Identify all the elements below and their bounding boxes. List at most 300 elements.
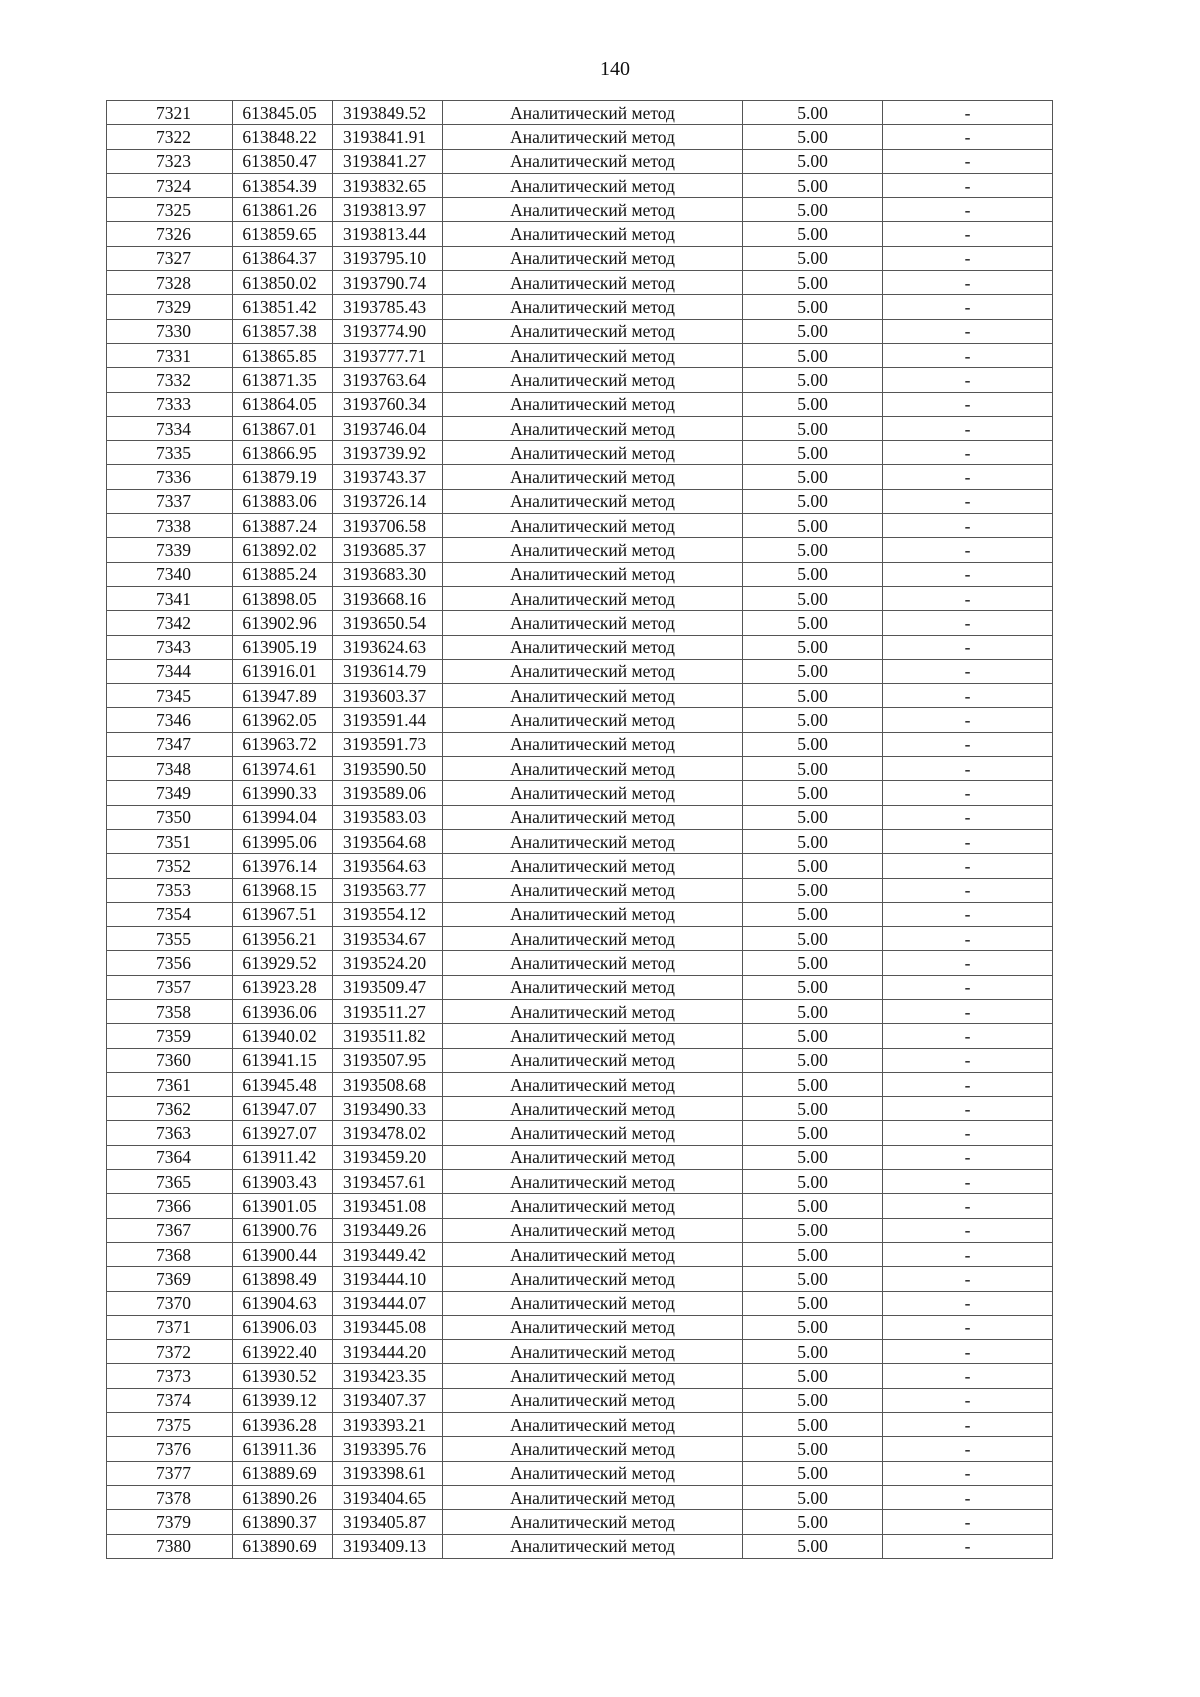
table-row — [107, 878, 1053, 902]
note-cell: - — [883, 1097, 1053, 1121]
method-cell: Аналитический метод — [443, 878, 743, 902]
table-row — [107, 222, 1053, 246]
method-cell: Аналитический метод — [443, 708, 743, 732]
method-cell: Аналитический метод — [443, 732, 743, 756]
point-number-cell: 7338 — [107, 514, 233, 538]
note-cell: - — [883, 198, 1053, 222]
table-row — [107, 1510, 1053, 1534]
accuracy-cell: 5.00 — [743, 1194, 883, 1218]
table-row — [107, 149, 1053, 173]
note-cell: - — [883, 1170, 1053, 1194]
note-cell: - — [883, 441, 1053, 465]
y-coordinate-cell: 3193564.63 — [333, 854, 443, 878]
accuracy-cell: 5.00 — [743, 465, 883, 489]
accuracy-cell: 5.00 — [743, 538, 883, 562]
point-number-cell: 7353 — [107, 878, 233, 902]
table-row — [107, 1267, 1053, 1291]
y-coordinate-cell: 3193795.10 — [333, 246, 443, 270]
point-number-cell: 7360 — [107, 1048, 233, 1072]
table-row — [107, 586, 1053, 610]
note-cell: - — [883, 222, 1053, 246]
method-cell: Аналитический метод — [443, 368, 743, 392]
note-cell: - — [883, 975, 1053, 999]
y-coordinate-cell: 3193668.16 — [333, 586, 443, 610]
table-row — [107, 1097, 1053, 1121]
method-cell: Аналитический метод — [443, 465, 743, 489]
y-coordinate-cell: 3193444.10 — [333, 1267, 443, 1291]
accuracy-cell: 5.00 — [743, 392, 883, 416]
x-coordinate-cell: 613916.01 — [233, 659, 333, 683]
point-number-cell: 7339 — [107, 538, 233, 562]
y-coordinate-cell: 3193490.33 — [333, 1097, 443, 1121]
y-coordinate-cell: 3193590.50 — [333, 757, 443, 781]
note-cell: - — [883, 635, 1053, 659]
point-number-cell: 7368 — [107, 1242, 233, 1266]
point-number-cell: 7325 — [107, 198, 233, 222]
method-cell: Аналитический метод — [443, 1121, 743, 1145]
accuracy-cell: 5.00 — [743, 441, 883, 465]
method-cell: Аналитический метод — [443, 319, 743, 343]
method-cell: Аналитический метод — [443, 441, 743, 465]
point-number-cell: 7378 — [107, 1485, 233, 1509]
y-coordinate-cell: 3193706.58 — [333, 514, 443, 538]
point-number-cell: 7358 — [107, 999, 233, 1023]
y-coordinate-cell: 3193790.74 — [333, 271, 443, 295]
table-row — [107, 295, 1053, 319]
method-cell: Аналитический метод — [443, 562, 743, 586]
method-cell: Аналитический метод — [443, 757, 743, 781]
point-number-cell: 7322 — [107, 125, 233, 149]
y-coordinate-cell: 3193563.77 — [333, 878, 443, 902]
x-coordinate-cell: 613994.04 — [233, 805, 333, 829]
table-row — [107, 319, 1053, 343]
x-coordinate-cell: 613911.36 — [233, 1437, 333, 1461]
y-coordinate-cell: 3193832.65 — [333, 173, 443, 197]
method-cell: Аналитический метод — [443, 659, 743, 683]
method-cell: Аналитический метод — [443, 1218, 743, 1242]
table-row — [107, 951, 1053, 975]
y-coordinate-cell: 3193683.30 — [333, 562, 443, 586]
table-row — [107, 684, 1053, 708]
point-number-cell: 7374 — [107, 1388, 233, 1412]
x-coordinate-cell: 613963.72 — [233, 732, 333, 756]
point-number-cell: 7340 — [107, 562, 233, 586]
note-cell: - — [883, 1461, 1053, 1485]
accuracy-cell: 5.00 — [743, 1437, 883, 1461]
x-coordinate-cell: 613871.35 — [233, 368, 333, 392]
accuracy-cell: 5.00 — [743, 732, 883, 756]
x-coordinate-cell: 613939.12 — [233, 1388, 333, 1412]
accuracy-cell: 5.00 — [743, 902, 883, 926]
y-coordinate-cell: 3193444.20 — [333, 1340, 443, 1364]
table-row — [107, 562, 1053, 586]
table-row — [107, 927, 1053, 951]
accuracy-cell: 5.00 — [743, 611, 883, 635]
note-cell: - — [883, 902, 1053, 926]
table-row — [107, 708, 1053, 732]
point-number-cell: 7337 — [107, 489, 233, 513]
method-cell: Аналитический метод — [443, 927, 743, 951]
x-coordinate-cell: 613865.85 — [233, 343, 333, 367]
x-coordinate-cell: 613857.38 — [233, 319, 333, 343]
method-cell: Аналитический метод — [443, 149, 743, 173]
table-row — [107, 659, 1053, 683]
method-cell: Аналитический метод — [443, 1170, 743, 1194]
table-row — [107, 173, 1053, 197]
note-cell: - — [883, 1267, 1053, 1291]
method-cell: Аналитический метод — [443, 1461, 743, 1485]
x-coordinate-cell: 613900.44 — [233, 1242, 333, 1266]
accuracy-cell: 5.00 — [743, 951, 883, 975]
method-cell: Аналитический метод — [443, 1364, 743, 1388]
x-coordinate-cell: 613850.47 — [233, 149, 333, 173]
accuracy-cell: 5.00 — [743, 319, 883, 343]
method-cell: Аналитический метод — [443, 951, 743, 975]
method-cell: Аналитический метод — [443, 829, 743, 853]
y-coordinate-cell: 3193445.08 — [333, 1315, 443, 1339]
point-number-cell: 7367 — [107, 1218, 233, 1242]
x-coordinate-cell: 613879.19 — [233, 465, 333, 489]
method-cell: Аналитический метод — [443, 271, 743, 295]
x-coordinate-cell: 613927.07 — [233, 1121, 333, 1145]
accuracy-cell: 5.00 — [743, 514, 883, 538]
y-coordinate-cell: 3193614.79 — [333, 659, 443, 683]
method-cell: Аналитический метод — [443, 222, 743, 246]
point-number-cell: 7359 — [107, 1024, 233, 1048]
table-row — [107, 1388, 1053, 1412]
x-coordinate-cell: 613929.52 — [233, 951, 333, 975]
method-cell: Аналитический метод — [443, 999, 743, 1023]
method-cell: Аналитический метод — [443, 1340, 743, 1364]
method-cell: Аналитический метод — [443, 514, 743, 538]
method-cell: Аналитический метод — [443, 295, 743, 319]
point-number-cell: 7334 — [107, 416, 233, 440]
point-number-cell: 7371 — [107, 1315, 233, 1339]
note-cell: - — [883, 343, 1053, 367]
note-cell: - — [883, 1242, 1053, 1266]
table-row — [107, 1242, 1053, 1266]
point-number-cell: 7346 — [107, 708, 233, 732]
y-coordinate-cell: 3193603.37 — [333, 684, 443, 708]
point-number-cell: 7341 — [107, 586, 233, 610]
point-number-cell: 7330 — [107, 319, 233, 343]
y-coordinate-cell: 3193624.63 — [333, 635, 443, 659]
x-coordinate-cell: 613850.02 — [233, 271, 333, 295]
method-cell: Аналитический метод — [443, 586, 743, 610]
accuracy-cell: 5.00 — [743, 1145, 883, 1169]
table-row — [107, 757, 1053, 781]
accuracy-cell: 5.00 — [743, 1388, 883, 1412]
table-row — [107, 1485, 1053, 1509]
note-cell: - — [883, 732, 1053, 756]
table-row — [107, 1218, 1053, 1242]
y-coordinate-cell: 3193726.14 — [333, 489, 443, 513]
note-cell: - — [883, 562, 1053, 586]
accuracy-cell: 5.00 — [743, 1242, 883, 1266]
table-row — [107, 271, 1053, 295]
x-coordinate-cell: 613947.07 — [233, 1097, 333, 1121]
method-cell: Аналитический метод — [443, 805, 743, 829]
note-cell: - — [883, 999, 1053, 1023]
note-cell: - — [883, 1364, 1053, 1388]
table-row — [107, 902, 1053, 926]
x-coordinate-cell: 613956.21 — [233, 927, 333, 951]
y-coordinate-cell: 3193591.73 — [333, 732, 443, 756]
coordinates-table-body — [107, 101, 1053, 1559]
point-number-cell: 7326 — [107, 222, 233, 246]
point-number-cell: 7363 — [107, 1121, 233, 1145]
y-coordinate-cell: 3193841.91 — [333, 125, 443, 149]
accuracy-cell: 5.00 — [743, 1048, 883, 1072]
table-row — [107, 198, 1053, 222]
point-number-cell: 7377 — [107, 1461, 233, 1485]
table-row — [107, 1121, 1053, 1145]
x-coordinate-cell: 613885.24 — [233, 562, 333, 586]
table-row — [107, 368, 1053, 392]
y-coordinate-cell: 3193407.37 — [333, 1388, 443, 1412]
table-row — [107, 975, 1053, 999]
method-cell: Аналитический метод — [443, 1242, 743, 1266]
note-cell: - — [883, 684, 1053, 708]
method-cell: Аналитический метод — [443, 635, 743, 659]
x-coordinate-cell: 613962.05 — [233, 708, 333, 732]
table-row — [107, 1048, 1053, 1072]
point-number-cell: 7344 — [107, 659, 233, 683]
note-cell: - — [883, 271, 1053, 295]
method-cell: Аналитический метод — [443, 1291, 743, 1315]
accuracy-cell: 5.00 — [743, 659, 883, 683]
accuracy-cell: 5.00 — [743, 222, 883, 246]
table-row — [107, 829, 1053, 853]
y-coordinate-cell: 3193511.82 — [333, 1024, 443, 1048]
accuracy-cell: 5.00 — [743, 854, 883, 878]
x-coordinate-cell: 613864.05 — [233, 392, 333, 416]
y-coordinate-cell: 3193583.03 — [333, 805, 443, 829]
x-coordinate-cell: 613976.14 — [233, 854, 333, 878]
method-cell: Аналитический метод — [443, 101, 743, 125]
x-coordinate-cell: 613974.61 — [233, 757, 333, 781]
method-cell: Аналитический метод — [443, 611, 743, 635]
y-coordinate-cell: 3193404.65 — [333, 1485, 443, 1509]
method-cell: Аналитический метод — [443, 1194, 743, 1218]
accuracy-cell: 5.00 — [743, 1315, 883, 1339]
point-number-cell: 7331 — [107, 343, 233, 367]
note-cell: - — [883, 538, 1053, 562]
x-coordinate-cell: 613892.02 — [233, 538, 333, 562]
accuracy-cell: 5.00 — [743, 781, 883, 805]
coordinates-table — [106, 100, 1053, 1559]
y-coordinate-cell: 3193743.37 — [333, 465, 443, 489]
method-cell: Аналитический метод — [443, 173, 743, 197]
x-coordinate-cell: 613848.22 — [233, 125, 333, 149]
note-cell: - — [883, 611, 1053, 635]
point-number-cell: 7372 — [107, 1340, 233, 1364]
method-cell: Аналитический метод — [443, 1267, 743, 1291]
x-coordinate-cell: 613904.63 — [233, 1291, 333, 1315]
x-coordinate-cell: 613906.03 — [233, 1315, 333, 1339]
method-cell: Аналитический метод — [443, 975, 743, 999]
x-coordinate-cell: 613968.15 — [233, 878, 333, 902]
table-row — [107, 538, 1053, 562]
accuracy-cell: 5.00 — [743, 198, 883, 222]
y-coordinate-cell: 3193589.06 — [333, 781, 443, 805]
point-number-cell: 7324 — [107, 173, 233, 197]
note-cell: - — [883, 878, 1053, 902]
point-number-cell: 7365 — [107, 1170, 233, 1194]
accuracy-cell: 5.00 — [743, 1121, 883, 1145]
note-cell: - — [883, 951, 1053, 975]
point-number-cell: 7349 — [107, 781, 233, 805]
accuracy-cell: 5.00 — [743, 149, 883, 173]
method-cell: Аналитический метод — [443, 198, 743, 222]
accuracy-cell: 5.00 — [743, 684, 883, 708]
point-number-cell: 7375 — [107, 1413, 233, 1437]
accuracy-cell: 5.00 — [743, 173, 883, 197]
table-row — [107, 999, 1053, 1023]
point-number-cell: 7379 — [107, 1510, 233, 1534]
table-row — [107, 101, 1053, 125]
point-number-cell: 7370 — [107, 1291, 233, 1315]
note-cell: - — [883, 805, 1053, 829]
table-row — [107, 1413, 1053, 1437]
table-row — [107, 125, 1053, 149]
note-cell: - — [883, 1048, 1053, 1072]
x-coordinate-cell: 613947.89 — [233, 684, 333, 708]
method-cell: Аналитический метод — [443, 246, 743, 270]
accuracy-cell: 5.00 — [743, 1218, 883, 1242]
y-coordinate-cell: 3193534.67 — [333, 927, 443, 951]
point-number-cell: 7332 — [107, 368, 233, 392]
x-coordinate-cell: 613866.95 — [233, 441, 333, 465]
accuracy-cell: 5.00 — [743, 1413, 883, 1437]
y-coordinate-cell: 3193813.97 — [333, 198, 443, 222]
point-number-cell: 7329 — [107, 295, 233, 319]
method-cell: Аналитический метод — [443, 1510, 743, 1534]
y-coordinate-cell: 3193511.27 — [333, 999, 443, 1023]
table-row — [107, 1364, 1053, 1388]
y-coordinate-cell: 3193813.44 — [333, 222, 443, 246]
accuracy-cell: 5.00 — [743, 1485, 883, 1509]
y-coordinate-cell: 3193395.76 — [333, 1437, 443, 1461]
note-cell: - — [883, 1388, 1053, 1412]
method-cell: Аналитический метод — [443, 1534, 743, 1558]
note-cell: - — [883, 1024, 1053, 1048]
point-number-cell: 7373 — [107, 1364, 233, 1388]
note-cell: - — [883, 829, 1053, 853]
point-number-cell: 7342 — [107, 611, 233, 635]
x-coordinate-cell: 613861.26 — [233, 198, 333, 222]
x-coordinate-cell: 613890.69 — [233, 1534, 333, 1558]
point-number-cell: 7351 — [107, 829, 233, 853]
note-cell: - — [883, 1145, 1053, 1169]
point-number-cell: 7323 — [107, 149, 233, 173]
method-cell: Аналитический метод — [443, 1145, 743, 1169]
method-cell: Аналитический метод — [443, 125, 743, 149]
note-cell: - — [883, 1413, 1053, 1437]
x-coordinate-cell: 613905.19 — [233, 635, 333, 659]
x-coordinate-cell: 613898.05 — [233, 586, 333, 610]
x-coordinate-cell: 613923.28 — [233, 975, 333, 999]
y-coordinate-cell: 3193509.47 — [333, 975, 443, 999]
note-cell: - — [883, 586, 1053, 610]
table-row — [107, 611, 1053, 635]
note-cell: - — [883, 781, 1053, 805]
note-cell: - — [883, 392, 1053, 416]
table-row — [107, 1315, 1053, 1339]
x-coordinate-cell: 613889.69 — [233, 1461, 333, 1485]
x-coordinate-cell: 613901.05 — [233, 1194, 333, 1218]
note-cell: - — [883, 1072, 1053, 1096]
y-coordinate-cell: 3193451.08 — [333, 1194, 443, 1218]
method-cell: Аналитический метод — [443, 343, 743, 367]
accuracy-cell: 5.00 — [743, 757, 883, 781]
x-coordinate-cell: 613867.01 — [233, 416, 333, 440]
method-cell: Аналитический метод — [443, 416, 743, 440]
point-number-cell: 7345 — [107, 684, 233, 708]
accuracy-cell: 5.00 — [743, 271, 883, 295]
table-row — [107, 1024, 1053, 1048]
x-coordinate-cell: 613854.39 — [233, 173, 333, 197]
note-cell: - — [883, 1194, 1053, 1218]
note-cell: - — [883, 319, 1053, 343]
point-number-cell: 7333 — [107, 392, 233, 416]
point-number-cell: 7355 — [107, 927, 233, 951]
y-coordinate-cell: 3193685.37 — [333, 538, 443, 562]
note-cell: - — [883, 173, 1053, 197]
note-cell: - — [883, 1485, 1053, 1509]
table-row — [107, 781, 1053, 805]
y-coordinate-cell: 3193746.04 — [333, 416, 443, 440]
table-row — [107, 1340, 1053, 1364]
y-coordinate-cell: 3193457.61 — [333, 1170, 443, 1194]
y-coordinate-cell: 3193508.68 — [333, 1072, 443, 1096]
point-number-cell: 7321 — [107, 101, 233, 125]
note-cell: - — [883, 854, 1053, 878]
x-coordinate-cell: 613936.06 — [233, 999, 333, 1023]
point-number-cell: 7369 — [107, 1267, 233, 1291]
y-coordinate-cell: 3193405.87 — [333, 1510, 443, 1534]
table-row — [107, 854, 1053, 878]
point-number-cell: 7327 — [107, 246, 233, 270]
note-cell: - — [883, 149, 1053, 173]
accuracy-cell: 5.00 — [743, 246, 883, 270]
method-cell: Аналитический метод — [443, 1485, 743, 1509]
y-coordinate-cell: 3193449.42 — [333, 1242, 443, 1266]
note-cell: - — [883, 1291, 1053, 1315]
table-row — [107, 1291, 1053, 1315]
point-number-cell: 7328 — [107, 271, 233, 295]
note-cell: - — [883, 757, 1053, 781]
accuracy-cell: 5.00 — [743, 999, 883, 1023]
method-cell: Аналитический метод — [443, 1048, 743, 1072]
note-cell: - — [883, 101, 1053, 125]
y-coordinate-cell: 3193774.90 — [333, 319, 443, 343]
accuracy-cell: 5.00 — [743, 708, 883, 732]
x-coordinate-cell: 613995.06 — [233, 829, 333, 853]
y-coordinate-cell: 3193524.20 — [333, 951, 443, 975]
note-cell: - — [883, 514, 1053, 538]
point-number-cell: 7347 — [107, 732, 233, 756]
note-cell: - — [883, 489, 1053, 513]
point-number-cell: 7336 — [107, 465, 233, 489]
accuracy-cell: 5.00 — [743, 1291, 883, 1315]
accuracy-cell: 5.00 — [743, 489, 883, 513]
y-coordinate-cell: 3193409.13 — [333, 1534, 443, 1558]
accuracy-cell: 5.00 — [743, 368, 883, 392]
accuracy-cell: 5.00 — [743, 1461, 883, 1485]
y-coordinate-cell: 3193398.61 — [333, 1461, 443, 1485]
method-cell: Аналитический метод — [443, 1388, 743, 1412]
